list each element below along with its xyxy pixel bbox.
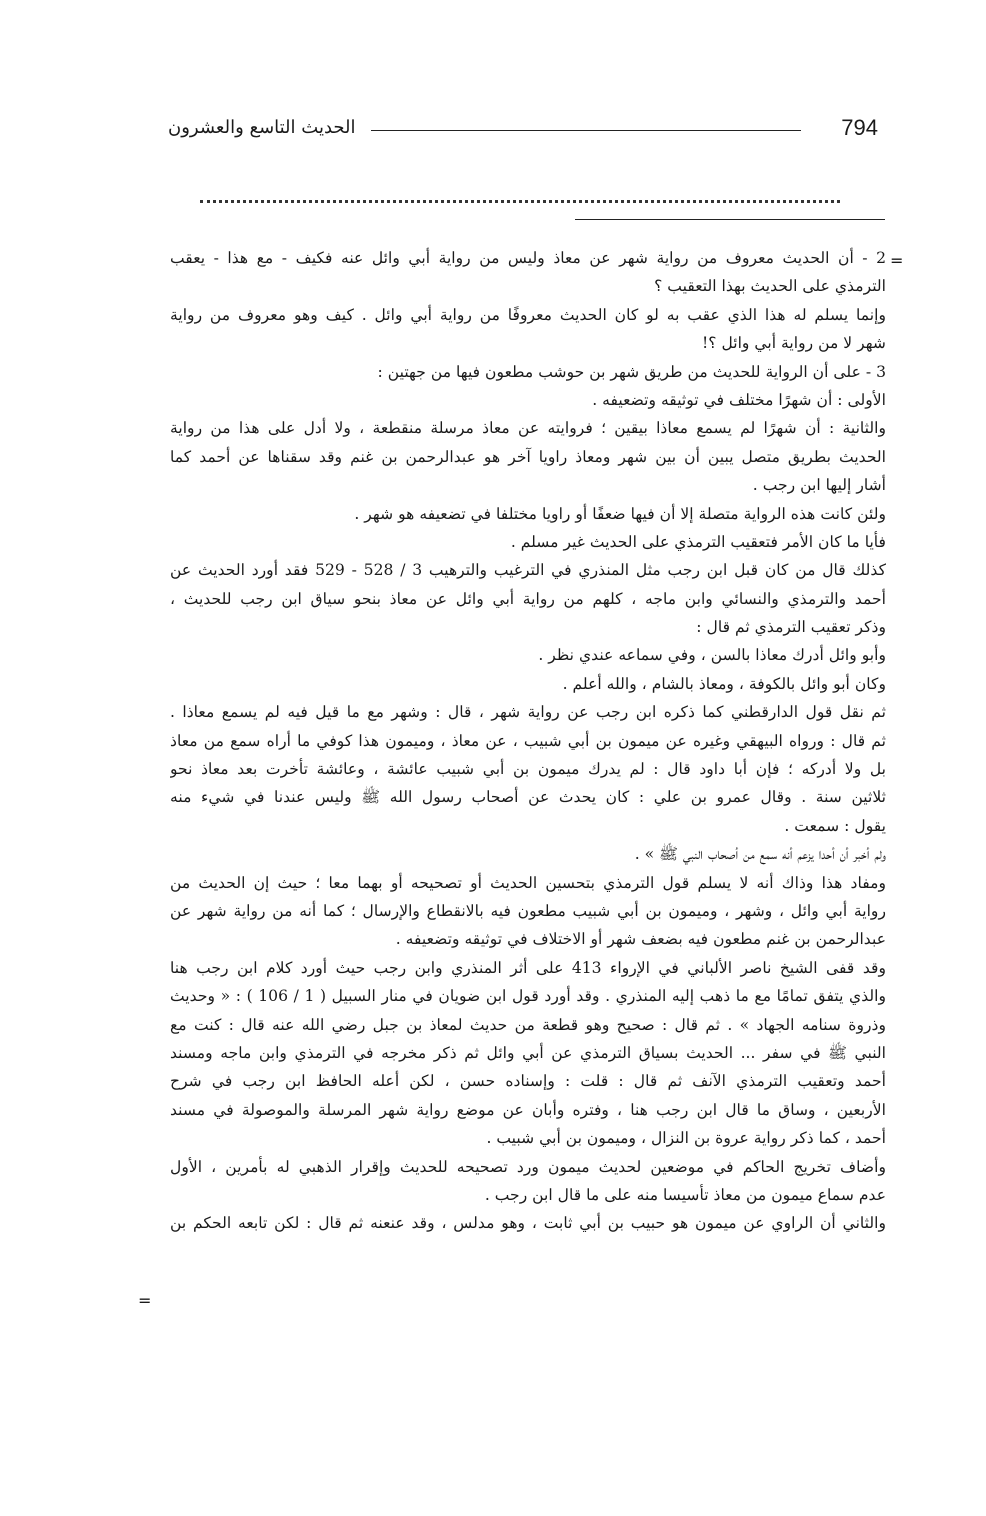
text-line: ولم أخبر أن أحدا يزعم أنه سمع من أصحاب النبي ﷺ » .: [634, 845, 886, 864]
text-line: الحديث بطريق متصل يبين أن بين شهر ومعاذ راويا آخر هو عبدالرحمن بن غنم وقد سقناها عن أحمد كما: [170, 447, 886, 466]
dotted-separator: [200, 180, 840, 203]
header-rule: [371, 130, 801, 131]
running-title: الحديث التاسع والعشرون: [168, 117, 356, 138]
text-line: كذلك قال من كان قبل ابن رجب مثل المنذري في الترغيب والترهيب 3 / 528 - 529 فقد أورد الحديث عن: [170, 561, 886, 580]
text-line: 3 - على أن الرواية للحديث من طريق شهر بن حوشب مطعون فيها من جهتين :: [377, 362, 886, 381]
footnote-body: [170, 244, 886, 1314]
text-line: الأولى : أن شهرًا مختلف في توثيقه وتضعيفه .: [592, 390, 886, 409]
text-line: والثانية : أن شهرًا لم يسمع معاذا بيقين ؛ فروايته عن معاذ مرسلة منقطعة ، ولا أدل على هذا من رواية: [170, 419, 886, 438]
continuation-mark-top: =: [890, 251, 904, 270]
text-line: يقول : سمعت .: [784, 816, 886, 835]
text-line: ومفاد هذا وذاك أنه لا يسلم قول الترمذي بتحسين الحديث أو تصحيحه أو بهما معا ؛ حيث إن الحديث من: [170, 873, 886, 892]
text-line: وكان أبو وائل بالكوفة ، ومعاذ بالشام ، والله أعلم .: [562, 674, 886, 693]
text-line: عدم سماع ميمون من معاذ تأسيسا منه على ما قال ابن رجب .: [484, 1185, 886, 1204]
text-line: وذكر تعقيب الترمذي ثم قال :: [696, 618, 886, 637]
text-line: ثم قال : ورواه البيهقي وغيره عن ميمون بن أبي شبيب ، عن معاذ ، وميمون هذا كوفي ما أراه سمع من معاذ: [170, 731, 886, 750]
text-line: وأبو وائل أدرك معاذا بالسن ، وفي سماعه عندي نظر .: [538, 646, 886, 665]
text-line: فأيا ما كان الأمر فتعقيب الترمذي على الحديث غير مسلم .: [510, 532, 886, 551]
text-line: ولئن كانت هذه الرواية متصلة إلا أن فيها ضعفًا أو راويا مختلفا في تضعيفه هو شهر .: [354, 504, 886, 523]
page-header: [168, 113, 878, 153]
text-line: بل ولا أدركه ؛ فإن أبا داود قال : لم يدرك ميمون بن أبي شبيب عائشة ، وعائشة تأخرت بعد معاذ نحو: [170, 760, 886, 779]
text-line: وأضاف تخريج الحاكم في موضعين لحديث ميمون ورد تصحيحه للحديث وإقرار الذهبي له بأمرين ، الأول: [170, 1157, 886, 1176]
text-line: وذروة سنامه الجهاد » . ثم قال : صحيح وهو قطعة من حديث لمعاذ بن جبل رضي الله عنه قال : كنت مع: [170, 1015, 886, 1034]
continuation-mark-bottom: =: [138, 1291, 152, 1310]
footnote-separator-rule: [575, 219, 885, 220]
text-line: والثاني أن الراوي عن ميمون هو حبيب بن أبي ثابت ، وهو مدلس ، وقد عنعنه ثم قال : لكن تابعه الحكم بن: [170, 1214, 886, 1233]
text-line: ثم نقل قول الدارقطني كما ذكره ابن رجب عن رواية شهر ، قال : وشهر مع ما قيل فيه لم يسمع معاذا .: [170, 703, 886, 722]
text-line: أحمد ، كما ذكر رواية عروة بن النزال ، وميمون بن أبي شبيب .: [486, 1129, 886, 1148]
text-line: ثلاثين سنة . وقال عمرو بن علي : كان يحدث عن أصحاب رسول الله ﷺ وليس عندنا في شيء منه: [170, 788, 886, 807]
text-line: 2 - أن الحديث معروف من رواية شهر عن معاذ وليس من رواية أبي وائل عنه فكيف - مع هذا - يعقب: [170, 249, 886, 267]
text-line: شهر لا من رواية أبي وائل ؟!: [701, 334, 886, 353]
text-line: وإنما يسلم له هذا الذي عقب به لو كان الحديث معروفًا من رواية أبي وائل . كيف وهو معروف من رواية: [170, 305, 886, 324]
text-line: رواية أبي وائل ، وشهر ، وميمون بن أبي شبيب مطعون فيه بالانقطاع والإرسال ؛ كما أنه من رواية شهر عن: [170, 901, 886, 920]
text-line: الترمذي على الحديث بهذا التعقيب ؟: [654, 277, 886, 296]
text-line: النبي ﷺ في سفر ... الحديث بسياق الترمذي عن أبي وائل ثم ذكر مخرجه في الترمذي وابن ماجه ومسند: [170, 1043, 886, 1062]
text-line: عبدالرحمن بن غنم مطعون فيه بضعف شهر أو الاختلاف في توثيقه وتضعيفه .: [395, 930, 886, 949]
text-line: وقد قفى الشيخ ناصر الألباني في الإرواء 413 على أثر المنذري وابن رجب حيث أورد كلام ابن رجب هنا: [170, 958, 886, 977]
text-line: أحمد والترمذي والنسائي وابن ماجه ، كلهم من رواية أبي وائل عن معاذ بنحو سياق ابن رجب للحديث ،: [170, 589, 886, 608]
text-line: والذي يتفق تمامًا مع ما ذهب إليه المنذري . وقد أورد قول ابن ضويان في منار السبيل ( 1 / 106 ) : « وحديث: [170, 987, 886, 1006]
text-line: الأربعين ، وساق ما قال ابن رجب هنا ، وفتره وأبان عن موضع رواية شهر المرسلة والموصولة في مسند: [170, 1100, 886, 1119]
text-line: أشار إليها ابن رجب .: [752, 476, 886, 495]
page-number: 794: [841, 115, 878, 140]
text-line: أحمد وتعقيب الترمذي الآنف ثم قال : قلت : وإسناده حسن ، لكن أعله الحافظ ابن رجب في شرح: [170, 1072, 886, 1091]
